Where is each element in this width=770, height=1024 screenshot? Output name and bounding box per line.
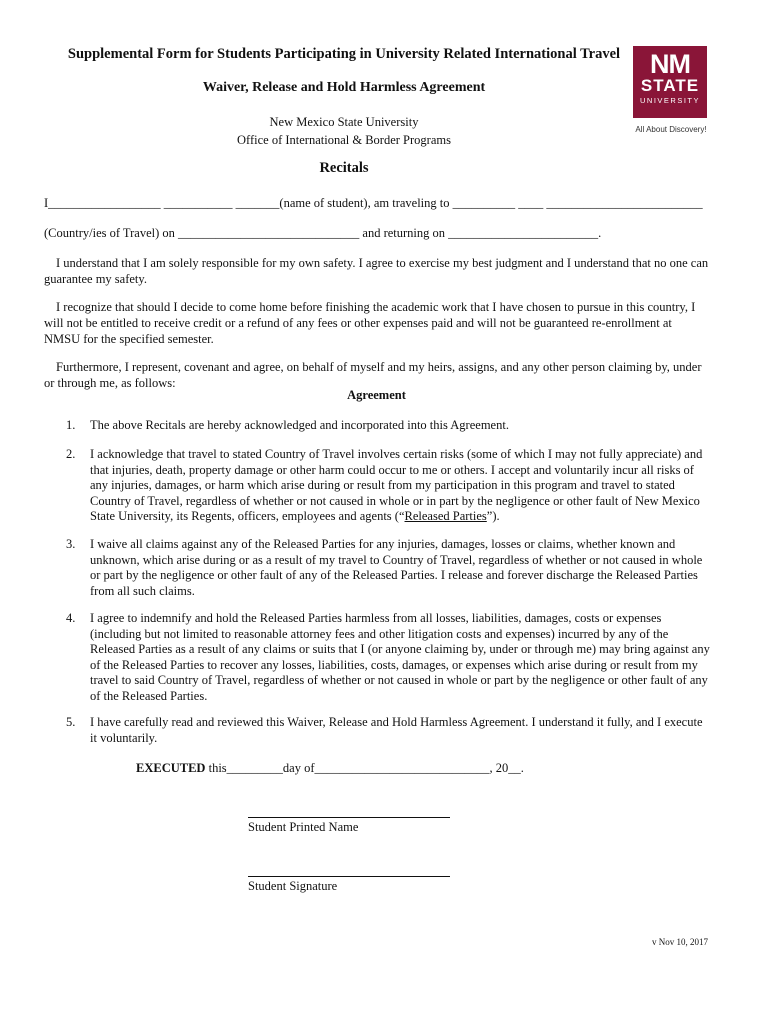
agreement-item (66, 418, 711, 434)
signature-label: Student Signature (248, 879, 338, 893)
executed-label: EXECUTED (136, 761, 206, 775)
released-parties-term: Released Parties (404, 509, 487, 523)
agreement-item (66, 715, 711, 746)
document-header (44, 44, 644, 149)
printed-name-field[interactable] (248, 817, 450, 818)
recital-paragraph-safety: I understand that I am solely responsible for my own safety. I agree to exercise my best judgment and I understand that no one can guarantee my safety. (44, 256, 709, 286)
signature-field[interactable] (248, 876, 450, 877)
student-name-line: I__________________ ___________ _______(name of student), am traveling to __________ ____ _________________________ (44, 196, 703, 210)
logo-badge (633, 46, 707, 118)
institution-name: New Mexico State University (269, 115, 419, 129)
item-number: 4. (66, 611, 76, 625)
form-subtitle: Waiver, Release and Hold Harmless Agreement (202, 80, 486, 95)
logo-state-text: STATE (640, 76, 700, 95)
execution-line (136, 761, 524, 776)
agreement-item (66, 537, 711, 599)
item-text: The above Recitals are hereby acknowledged and incorporated into this Agreement. (90, 418, 509, 432)
item-number: 5. (66, 715, 76, 729)
logo-university-text: UNIVERSITY (639, 96, 700, 105)
item-number: 1. (66, 418, 76, 432)
travel-dates-line: (Country/ies of Travel) on _____________________________ and returning on ________________________. (44, 226, 602, 240)
recitals-heading: Recitals (319, 160, 369, 176)
logo-tagline: All About Discovery! (635, 125, 707, 134)
recital-paragraph-covenant: Furthermore, I represent, covenant and agree, on behalf of myself and my heirs, assigns, and any other person claiming by, under or through me, as follows: (44, 360, 702, 390)
item-text: I acknowledge that travel to stated Country of Travel involves certain risks (some of which I may not fully appreciate) and that injuries, death, property damage or other harm could occur to me or others. I accept and voluntarily incur all risks of any injuries, damages, or harm which arise during or result from my participation in this program and travel to stated Country of Travel, regardless of whether or not caused in whole or in part by the negligence or other fault of New Mexico State University, its Regents, officers, employees and agents (“Released Parties”). (90, 447, 703, 523)
item-number: 3. (66, 537, 76, 551)
agreement-item (66, 447, 711, 525)
office-name: Office of International & Border Programs (237, 133, 451, 147)
item-text: I have carefully read and reviewed this Waiver, Release and Hold Harmless Agreement. I understand it fully, and I execute it voluntarily. (90, 715, 703, 745)
execution-date-blanks[interactable]: this_________day of____________________________, 20__. (205, 761, 524, 775)
form-title: Supplemental Form for Students Participating in University Related International Travel (67, 46, 621, 62)
item-text: I waive all claims against any of the Released Parties for any injuries, damages, losses or claims, whether known and unknown, which arise during or as a result of my travel to Country of Travel, regardless of whether or not caused in whole or part by the negligence or other fault of any of the Released Parties. I release and forever discharge the Released Parties from all such claims. (90, 537, 703, 598)
logo-nm-text: NM (650, 49, 690, 79)
version-stamp: v Nov 10, 2017 (652, 937, 708, 947)
printed-name-label: Student Printed Name (248, 820, 359, 834)
item-number: 2. (66, 447, 76, 461)
agreement-heading: Agreement (347, 388, 406, 402)
nmsu-logo (633, 46, 709, 134)
recital-paragraph-early-return: I recognize that should I decide to come home before finishing the academic work that I have chosen to pursue in this country, I will not be entitled to receive credit or a refund of any fees or other expenses paid and will not be guaranteed re-enrollment at NMSU for the specified semester. (44, 300, 696, 346)
item-text: I agree to indemnify and hold the Released Parties harmless from all losses, liabilities, damages, costs or expenses (including but not limited to reasonable attorney fees and other litigation costs and expenses) incurred by any of the Released Parties as a result of any claims or suits that I (or anyone claiming by, under or through me) may bring against any of the Released Parties to recover any losses, liabilities, costs, damages, or expenses which arise during or result from my travel to said Country of Travel, regardless of whether or not caused in whole or part by the negligence or other fault of any of the Released Parties. (90, 611, 710, 703)
agreement-item (66, 611, 711, 704)
